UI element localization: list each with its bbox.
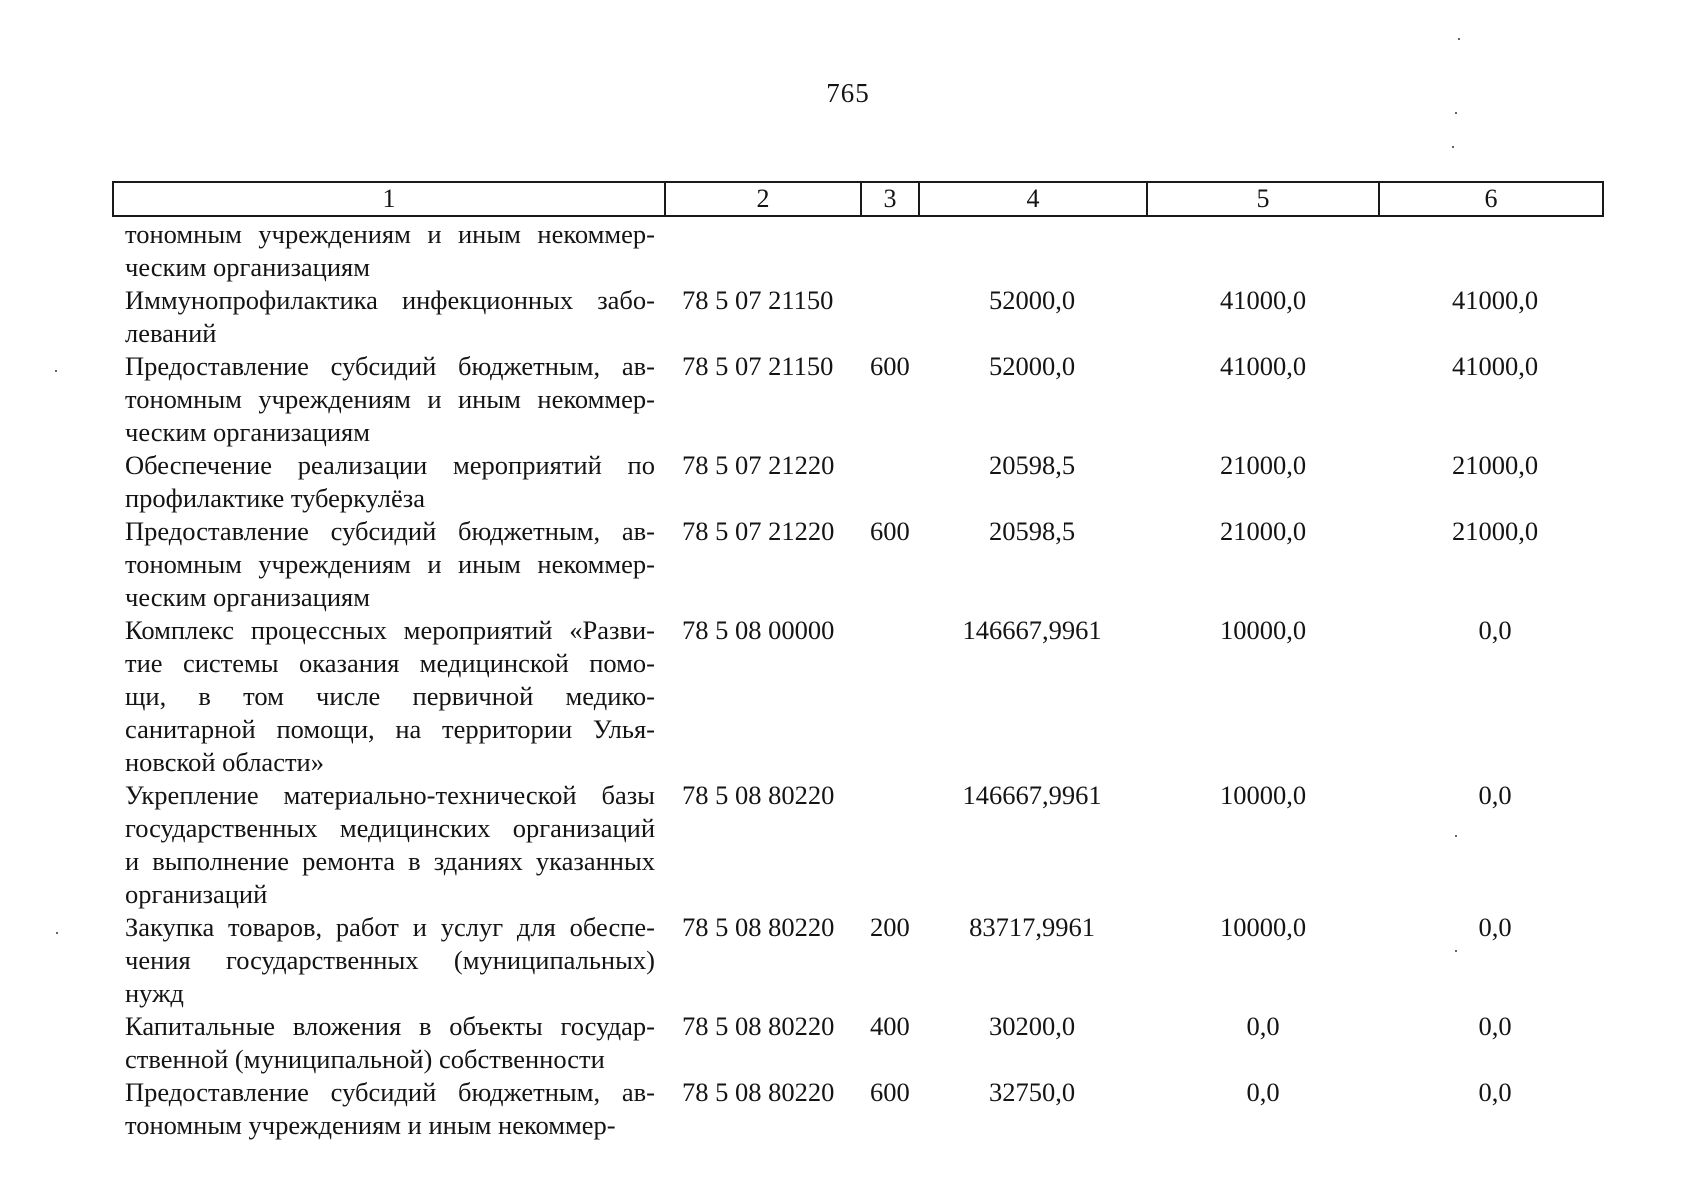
scan-speck — [1455, 112, 1457, 114]
row-code: 78 5 07 21150 — [682, 351, 834, 381]
row-value-col4: 20598,5 — [988, 450, 1076, 480]
scan-speck — [1458, 38, 1460, 40]
description-line: ческим организациям — [125, 582, 371, 612]
row-value-col5: 10000,0 — [1219, 780, 1307, 810]
description-line: Укрепление материально-технической базы — [125, 780, 655, 810]
table-row — [0, 350, 1696, 449]
scan-speck — [1452, 146, 1454, 148]
row-value-col6: 0,0 — [1478, 780, 1512, 810]
description-line: тономным учреждениям и иным некоммер- — [125, 1110, 616, 1140]
description-line: Предоставление субсидий бюджетным, ав- — [125, 1077, 655, 1107]
row-value-col6: 41000,0 — [1451, 351, 1539, 381]
row-value-col5: 21000,0 — [1219, 516, 1307, 546]
description-line: Иммунопрофилактика инфекционных забо- — [125, 285, 655, 315]
row-value-col6: 0,0 — [1478, 912, 1512, 942]
row-value-col4: 30200,0 — [988, 1011, 1076, 1041]
scan-speck — [56, 932, 58, 934]
description-line: Предоставление субсидий бюджетным, ав- — [125, 351, 655, 381]
description-line: нужд — [125, 978, 184, 1008]
row-description — [125, 350, 655, 449]
row-code: 78 5 07 21220 — [682, 450, 835, 480]
description-line: тономным учреждениям и иным некоммер- — [125, 384, 655, 414]
table-row — [0, 779, 1696, 911]
row-value-col6: 21000,0 — [1451, 516, 1539, 546]
description-line: санитарной помощи, на территории Улья- — [125, 714, 655, 744]
row-value-col4: 146667,9961 — [962, 615, 1102, 645]
row-code: 78 5 08 80220 — [682, 1077, 835, 1107]
row-description — [125, 284, 655, 350]
description-line: Капитальные вложения в объекты государ- — [125, 1011, 655, 1041]
description-line: Предоставление субсидий бюджетным, ав- — [125, 516, 655, 546]
scan-speck — [55, 370, 57, 372]
row-code: 78 5 08 80220 — [682, 912, 835, 942]
row-value-col5: 41000,0 — [1219, 351, 1307, 381]
row-value-col5: 10000,0 — [1219, 912, 1307, 942]
description-line: чения государственных (муниципальных) — [125, 945, 655, 975]
row-description — [125, 515, 655, 614]
column-header-2: 2 — [665, 182, 861, 216]
column-header-3: 3 — [861, 182, 919, 216]
table-row — [0, 911, 1696, 1010]
description-line: тономным учреждениям и иным некоммер- — [125, 549, 655, 579]
row-type: 600 — [870, 351, 910, 381]
description-line: леваний — [125, 318, 217, 348]
table-row — [0, 614, 1696, 779]
row-description — [125, 614, 655, 779]
row-value-col4: 146667,9961 — [962, 780, 1102, 810]
row-value-col4: 32750,0 — [988, 1077, 1076, 1107]
scan-speck — [1455, 835, 1457, 837]
row-value-col6: 41000,0 — [1451, 285, 1539, 315]
row-code: 78 5 07 21150 — [682, 285, 834, 315]
row-value-col6: 0,0 — [1478, 615, 1512, 645]
row-value-col6: 21000,0 — [1451, 450, 1539, 480]
row-value-col6: 0,0 — [1478, 1011, 1512, 1041]
description-line: Обеспечение реализации мероприятий по — [125, 450, 655, 480]
row-value-col5: 10000,0 — [1219, 615, 1307, 645]
row-type: 600 — [870, 1077, 910, 1107]
column-header-table — [112, 181, 1604, 217]
row-code: 78 5 08 80220 — [682, 1011, 835, 1041]
row-code: 78 5 08 00000 — [682, 615, 835, 645]
row-value-col5: 0,0 — [1246, 1077, 1280, 1107]
column-header-1: 1 — [113, 182, 665, 216]
table-row — [0, 218, 1696, 284]
row-value-col5: 41000,0 — [1219, 285, 1307, 315]
row-type: 600 — [870, 516, 910, 546]
row-description — [125, 1010, 655, 1076]
column-header-5: 5 — [1147, 182, 1379, 216]
description-line: щи, в том числе первичной медико- — [125, 681, 655, 711]
page-number: 765 — [826, 78, 870, 108]
row-description — [125, 449, 655, 515]
table-row — [0, 515, 1696, 614]
description-line: Комплекс процессных мероприятий «Разви- — [125, 615, 655, 645]
column-header-4: 4 — [919, 182, 1147, 216]
scan-speck — [1455, 950, 1457, 952]
row-description — [125, 779, 655, 911]
description-line: Закупка товаров, работ и услуг для обеспе- — [125, 912, 655, 942]
table-row — [0, 449, 1696, 515]
row-value-col6: 0,0 — [1478, 1077, 1512, 1107]
column-header-row — [113, 182, 1603, 216]
description-line: профилактике туберкулёза — [125, 483, 425, 513]
row-value-col5: 0,0 — [1246, 1011, 1280, 1041]
row-description — [125, 218, 655, 284]
row-type: 400 — [870, 1011, 910, 1041]
table-row — [0, 1076, 1696, 1142]
description-line: организаций — [125, 879, 268, 909]
description-line: ческим организациям — [125, 252, 371, 282]
description-line: ственной (муниципальной) собственности — [125, 1044, 605, 1074]
row-type: 200 — [870, 912, 910, 942]
row-code: 78 5 07 21220 — [682, 516, 835, 546]
description-line: ческим организациям — [125, 417, 371, 447]
description-line: новской области» — [125, 747, 324, 777]
row-description — [125, 1076, 655, 1142]
description-line: государственных медицинских организаций — [125, 813, 655, 843]
row-value-col4: 20598,5 — [988, 516, 1076, 546]
table-body — [0, 218, 1696, 1142]
description-line: тономным учреждениям и иным некоммер- — [125, 219, 655, 249]
table-row — [0, 1010, 1696, 1076]
table-row — [0, 284, 1696, 350]
row-value-col4: 52000,0 — [988, 351, 1076, 381]
description-line: тие системы оказания медицинской помо- — [125, 648, 655, 678]
column-header-6: 6 — [1379, 182, 1603, 216]
row-description — [125, 911, 655, 1010]
row-value-col4: 83717,9961 — [969, 912, 1095, 942]
row-code: 78 5 08 80220 — [682, 780, 835, 810]
row-value-col4: 52000,0 — [988, 285, 1076, 315]
description-line: и выполнение ремонта в зданиях указанных — [125, 846, 655, 876]
row-value-col5: 21000,0 — [1219, 450, 1307, 480]
